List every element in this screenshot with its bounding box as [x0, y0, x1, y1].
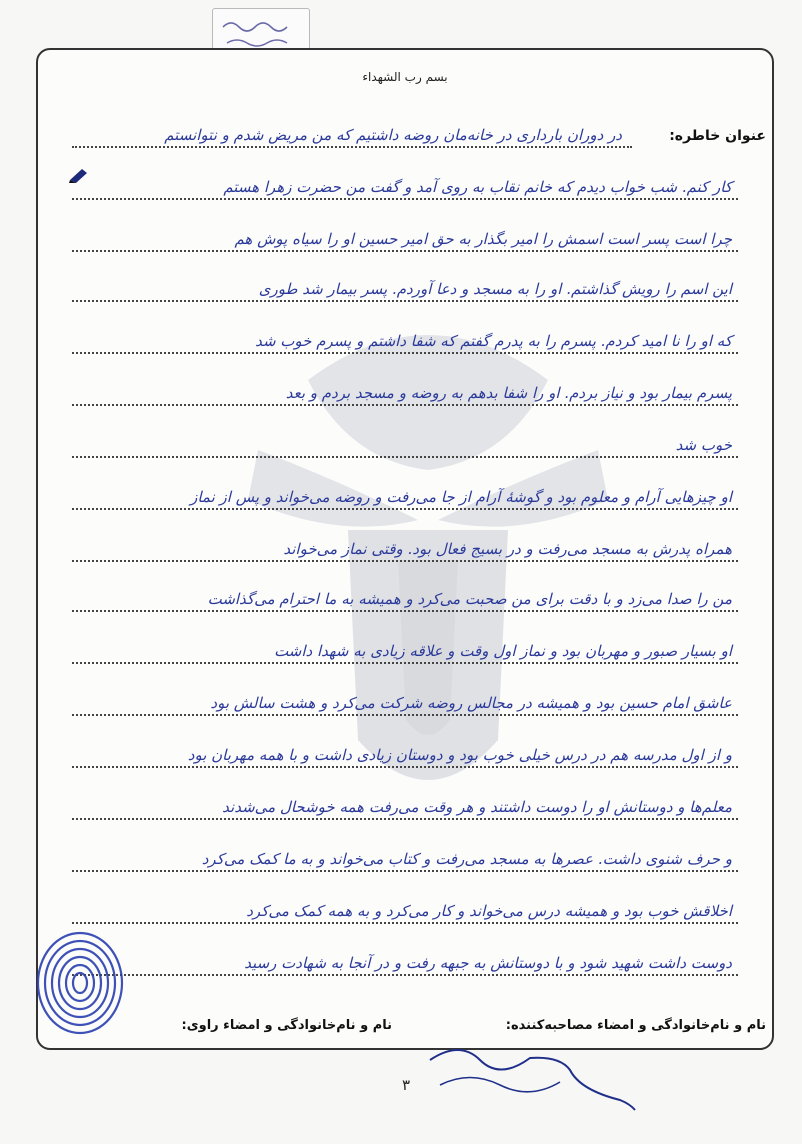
writing-line — [72, 662, 738, 664]
writing-line — [72, 766, 738, 768]
handwritten-text-line: کار کنم. شب خواب دیدم که خانم نقاب به روی آمد و گفت من حضرت زهرا هستم — [223, 178, 732, 196]
handwritten-text-line: دوست داشت شهید شود و با دوستانش به جبهه رفت و در آنجا به شهادت رسید — [244, 954, 732, 972]
writing-line — [72, 560, 738, 562]
handwritten-text-line: و حرف شنوی داشت. عصرها به مسجد می‌رفت و کتاب می‌خواند و به ما کمک می‌کرد — [201, 850, 732, 868]
writing-line — [72, 300, 738, 302]
memoir-form — [36, 48, 774, 1050]
handwritten-text-line: پسرم بیمار بود و نیاز بردم. او را شفا بدهم به روضه و مسجد بردم و بعد — [285, 384, 732, 402]
interviewer-signature-label: نام و نام‌خانوادگی و امضاء مصاحبه‌کننده: — [505, 1018, 766, 1033]
page-number: ۳ — [402, 1076, 411, 1094]
handwritten-text-line: اخلاقش خوب بود و همیشه درس می‌خواند و کار می‌کرد و به همه کمک می‌کرد — [246, 902, 732, 920]
handwritten-text-line: این اسم را رویش گذاشتم. او را به مسجد و دعا آوردم. پسر بیمار شد طوری — [258, 280, 732, 298]
writing-line — [72, 198, 738, 200]
handwritten-text-line: او چیزهایی آرام و معلوم بود و گوشهٔ آرام از جا می‌رفت و روضه می‌خواند و پس از نماز — [190, 488, 732, 506]
writing-line — [72, 352, 738, 354]
handwritten-text-line: و از اول مدرسه هم در درس خیلی خوب بود و دوستان زیادی داشت و با همه مهربان بود — [187, 746, 732, 764]
writing-line — [72, 404, 738, 406]
writing-line — [72, 610, 738, 612]
writing-line — [72, 974, 738, 976]
fingerprint-icon — [30, 928, 130, 1038]
handwritten-text-line: او بسیار صبور و مهربان بود و نماز اول وقت و علاقه زیادی به شهدا داشت — [274, 642, 732, 660]
basmala-heading: بسم رب الشهداء — [362, 70, 448, 84]
handwritten-text-line: عاشق امام حسین بود و همیشه در مجالس روضه شرکت می‌کرد و هشت سالش بود — [210, 694, 732, 712]
handwritten-text-line: که او را نا امید کردم. پسرم را به پدرم گفتم که شفا داشتم و پسرم خوب شد — [255, 332, 732, 350]
handwritten-text-line: معلم‌ها و دوستانش او را دوست داشتند و هر وقت می‌رفت همه خوشحال می‌شدند — [222, 798, 732, 816]
handwritten-text-line: همراه پدرش به مسجد می‌رفت و در بسیج فعال بود. وقتی نماز می‌خواند — [283, 540, 732, 558]
writing-line — [72, 250, 738, 252]
narrator-signature-label: نام و نام‌خانوادگی و امضاء راوی: — [181, 1018, 392, 1033]
memoir-title-label: عنوان خاطره: — [669, 128, 766, 144]
handwritten-text-line: چرا است پسر است اسمش را امیر بگذار به حق امیر حسین او را سیاه پوش هم — [234, 230, 732, 248]
writing-line — [72, 508, 738, 510]
handwritten-lines — [38, 50, 772, 1048]
writing-line — [72, 818, 738, 820]
handwritten-text-line: من را صدا می‌زد و با دقت برای من صحبت می‌کرد و همیشه به ما احترام می‌گذاشت — [207, 590, 732, 608]
writing-line — [72, 922, 738, 924]
writing-line — [72, 870, 738, 872]
writing-line — [72, 146, 632, 148]
signature-scribble — [420, 1030, 640, 1120]
handwritten-text-line: در دوران بارداری در خانه‌مان روضه داشتیم که من مریض شدم و نتوانستم — [164, 126, 622, 144]
handwritten-text-line: خوب شد — [675, 436, 732, 454]
signature-footer — [38, 1012, 772, 1042]
writing-line — [72, 714, 738, 716]
writing-line — [72, 456, 738, 458]
